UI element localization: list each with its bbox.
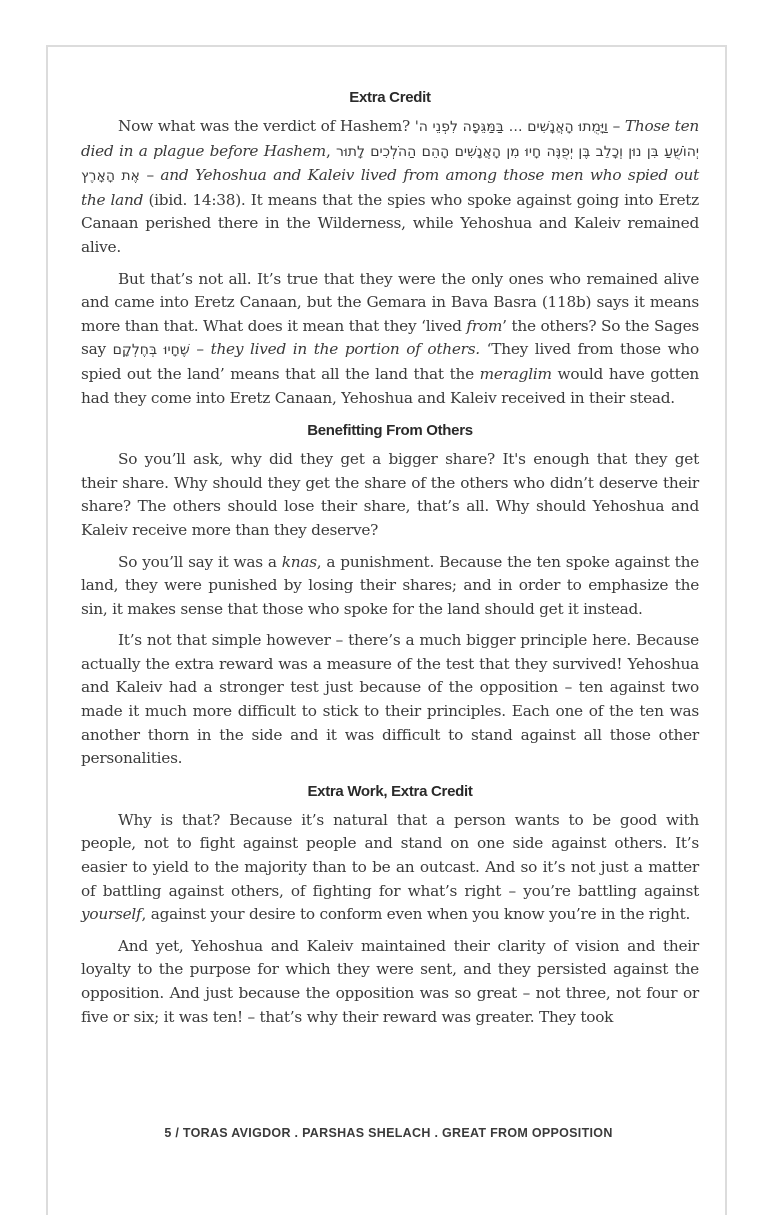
page-number: 5 — [164, 1126, 172, 1140]
body-paragraph — [81, 268, 699, 411]
hebrew-quote: וַיָּמֻתוּ הָאֲנָשִׁים … בַּמַּגֵּפָה לִפְנֵי ה' — [414, 119, 608, 135]
section-heading: Benefitting From Others — [307, 422, 473, 440]
document-page — [46, 45, 727, 1215]
text-run: So you’ll ask, why did they get a bigger share? It's enough that they get their share. Why should they get the share of the others who didn’t deserve their share? The others should lose their share, that’s all. Why should Yehoshua and Kaleiv receive more than they deserve? — [81, 450, 699, 539]
body-paragraph — [81, 629, 699, 771]
body-paragraph — [81, 551, 699, 622]
running-title: TORAS AVIGDOR . PARSHAS SHELACH . GREAT FROM OPPOSITION — [182, 1126, 613, 1140]
text-run: It’s not that simple however – there’s a much bigger principle here. Because actually the extra reward was a measure of the test that they survived! Yehoshua and Kaleiv had a stronger test just because of the opposition – ten against two made it much more difficult to stick to their principles. Each one of the ten was another thorn in the side and it was difficult to stand against all those other personalities. — [81, 631, 699, 768]
text-run: ‘They lived from those who spied out the land’ means that all the land that the — [81, 340, 699, 383]
body-paragraph — [81, 115, 699, 260]
section-heading: Extra Work, Extra Credit — [307, 782, 473, 800]
italic-text: meraglim — [479, 364, 552, 383]
page-footer — [48, 1126, 729, 1140]
hebrew-quote: שֶׁחָיוּ בְּחֶלְקָם — [112, 342, 190, 359]
text-run: – — [189, 340, 211, 359]
section-heading: Extra Credit — [349, 89, 431, 106]
text-run: , a punishment. Because the ten spoke against the land, they were punished by losing their shares; and in order to emphasize the sin, it makes sense that those who spoke for the land should get it instead. — [81, 552, 699, 618]
text-run: And yet, Yehoshua and Kaleiv maintained their clarity of vision and their loyalty to the purpose for which they were sent, and they persisted against the opposition. And just because the opposition was so great – not three, not four or five or six; it was ten! – that’s why their reward was greater. They took — [81, 936, 699, 1026]
text-run: – — [607, 117, 625, 135]
italic-text: Those ten died in a plague before Hashem — [81, 117, 699, 160]
body-paragraph — [81, 935, 699, 1029]
text-run: – — [139, 166, 161, 185]
body-paragraph — [81, 448, 699, 542]
text-run: So you’ll say it was a — [118, 552, 282, 571]
italic-text: knas — [281, 552, 317, 571]
hebrew-quote: יְהוֹשֻׁעַ בִּן נוּן וְכָלֵב בֶּן יְפֻנֶּה חָיוּ מִן הָאֲנָשִׁים הָהֵם הַהֹלְכִים לָתוּר אֶת הָאָרֶץ — [81, 143, 699, 185]
text-run: , — [325, 141, 337, 160]
text-run: would have gotten had they come into Eretz Canaan, Yehoshua and Kaleiv received in their stead. — [81, 364, 699, 407]
page-content — [81, 87, 699, 1037]
text-run: But that’s not all. It’s true that they were the only ones who remained alive and came into Eretz Canaan, but the Gemara in Bava Basra (118b) says it means more than that. What does it mean that they ‘lived — [81, 269, 699, 335]
italic-text: they lived in the portion of others. — [210, 340, 480, 359]
italic-text: yourself — [81, 905, 142, 924]
text-run: Now what was the verdict of Hashem? — [118, 117, 415, 135]
text-run: (ibid. 14:38). It means that the spies who spoke against going into Eretz Canaan perished there in the Wilderness, while Yehoshua and Kaleiv remained alive. — [81, 190, 699, 256]
footer-separator: / — [175, 1126, 183, 1140]
text-run: Why is that? Because it’s natural that a person wants to be good with people, not to fight against people and stand on one side against others. It’s easier to yield to the majority than to be an outcast. And so it’s not just a matter of battling against others, of fighting for what’s right – you’re battling against — [81, 810, 699, 900]
body-paragraph — [81, 809, 699, 927]
text-run: ’ the others? So the Sages say — [81, 316, 699, 359]
italic-text: and Yehoshua and Kaleiv lived from among those men who spied out the land — [81, 166, 699, 209]
italic-text: from — [466, 316, 503, 335]
text-run: , against your desire to conform even when you know you’re in the right. — [141, 905, 691, 924]
